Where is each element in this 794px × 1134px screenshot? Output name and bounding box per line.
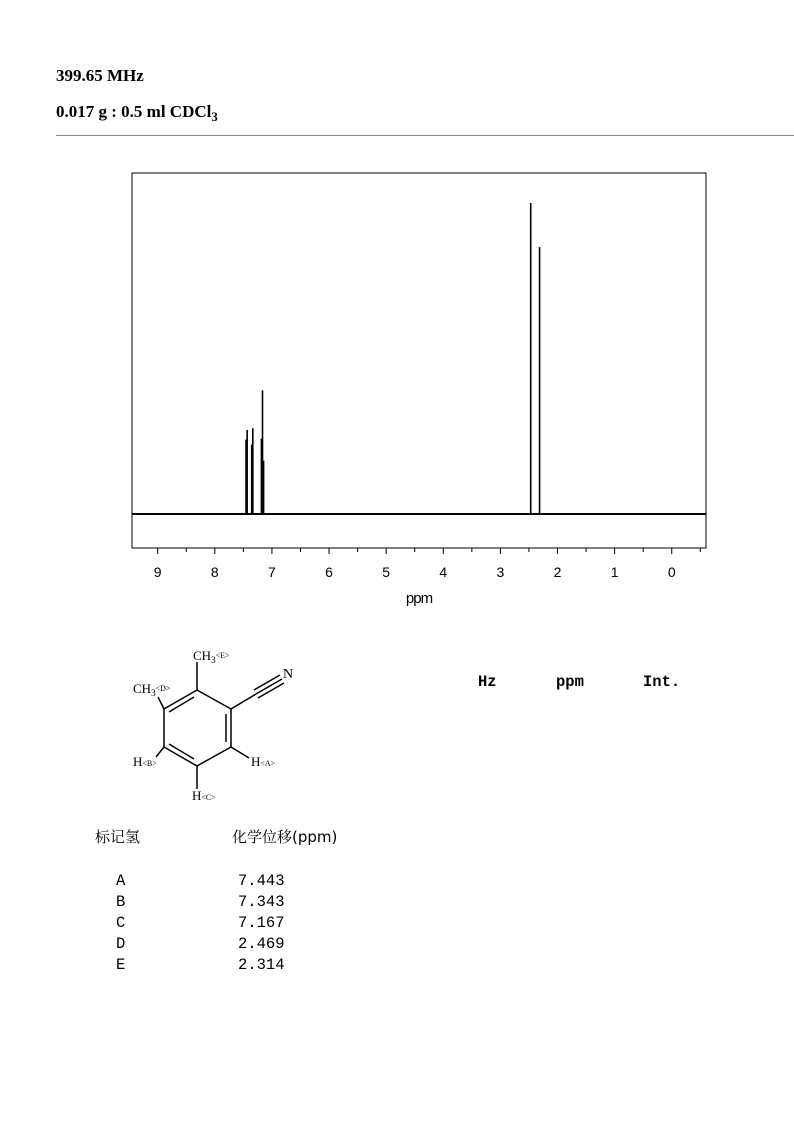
bond-to-h-a <box>231 747 249 758</box>
assign-row-label: C <box>116 914 126 932</box>
peak-header-int: Int. <box>643 673 681 691</box>
x-tick-label: 5 <box>382 564 391 580</box>
label-h-b: H<B> <box>133 754 157 769</box>
assign-row-shift: 2.469 <box>238 935 285 953</box>
x-tick-label: 3 <box>496 564 505 580</box>
assign-header-label: 标记氢 <box>95 828 141 846</box>
label-ch3-d: $CH_3^{<D>}$ <box>133 681 171 698</box>
assign-row-shift: 7.443 <box>238 872 285 890</box>
label-h-a: H<A> <box>251 754 276 769</box>
x-tick-label: 4 <box>439 564 448 580</box>
assign-row-label: B <box>116 893 126 911</box>
x-tick-label: 6 <box>325 564 333 580</box>
assign-header-shift: 化学位移(ppm) <box>232 828 338 846</box>
ring-bond-3 <box>197 747 231 766</box>
sample-text: 0.017 g : 0.5 ml CDCl <box>56 102 212 121</box>
peak-header-hz: Hz <box>478 673 497 691</box>
assign-row-shift: 2.314 <box>238 956 285 974</box>
assign-row-label: D <box>116 935 126 953</box>
x-tick-label: 2 <box>553 564 562 580</box>
molecule-structure <box>120 640 320 810</box>
x-tick-label: 7 <box>268 564 276 580</box>
x-tick-label: 1 <box>610 564 619 580</box>
assign-row-label: E <box>116 956 126 974</box>
spectrometer-frequency: 399.65 MHz <box>56 66 144 85</box>
x-axis-ticks <box>154 548 700 580</box>
label-nitrogen: N <box>283 667 294 682</box>
assign-row-label: A <box>116 872 126 890</box>
assign-row-shift: 7.167 <box>238 914 285 932</box>
bond-to-h-b <box>156 747 164 757</box>
ring-bond-4 <box>164 747 197 766</box>
x-axis-label: ppm <box>405 590 433 607</box>
x-tick-label: 0 <box>667 564 676 580</box>
sample-subscript: 3 <box>211 109 218 124</box>
ring-bond-1 <box>197 690 231 709</box>
x-tick-label: 8 <box>210 564 219 580</box>
bond-to-nitrile <box>231 694 256 709</box>
assign-row-shift: 7.343 <box>238 893 285 911</box>
plot-frame <box>132 173 706 548</box>
peak-header-ppm: ppm <box>556 673 584 691</box>
bond-to-ch3-d <box>158 697 164 709</box>
label-h-c: H<C> <box>192 788 216 803</box>
peaks-group <box>246 203 540 514</box>
x-tick-label: 9 <box>153 564 162 580</box>
label-ch3-e: $CH_3^{<E>}$ <box>193 648 230 665</box>
